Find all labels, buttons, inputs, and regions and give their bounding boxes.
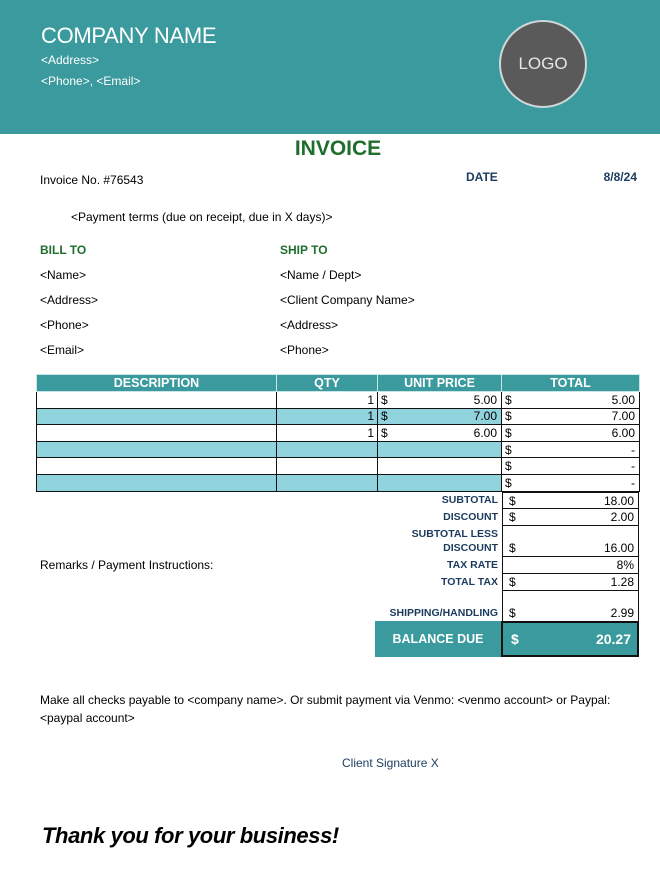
tax-rate-value: 8% bbox=[616, 558, 634, 572]
ship-to-phone: <Phone> bbox=[280, 343, 329, 357]
payment-terms: <Payment terms (due on receipt, due in X days)> bbox=[71, 210, 333, 224]
balance-due-label: BALANCE DUE bbox=[375, 621, 501, 657]
header-band bbox=[0, 0, 660, 134]
table-row bbox=[37, 441, 640, 458]
unit-price-value: 6.00 bbox=[473, 425, 497, 440]
table-row bbox=[37, 392, 640, 409]
total-cell bbox=[502, 425, 640, 442]
total-cell bbox=[502, 441, 640, 458]
currency-symbol: $ bbox=[505, 475, 512, 490]
invoice-title: INVOICE bbox=[294, 137, 382, 160]
unit-price-cell bbox=[378, 425, 502, 442]
currency-symbol: $ bbox=[505, 459, 512, 474]
subtotal-label: SUBTOTAL bbox=[441, 494, 498, 506]
total-tax-value: 1.28 bbox=[610, 575, 634, 589]
column-header-unit-price: UNIT PRICE bbox=[378, 375, 502, 392]
description-cell bbox=[37, 425, 277, 442]
balance-due-value: 20.27 bbox=[595, 631, 631, 647]
discount-box bbox=[502, 509, 639, 526]
unit-price-cell bbox=[378, 474, 502, 491]
column-header-qty: QTY bbox=[277, 375, 378, 392]
ship-to-heading: SHIP TO bbox=[280, 243, 328, 257]
shipping-box bbox=[502, 591, 639, 622]
bill-to-phone: <Phone> bbox=[40, 318, 89, 332]
subtotal-less-label-line2: DISCOUNT bbox=[443, 542, 498, 554]
bill-to-heading: BILL TO bbox=[40, 243, 87, 257]
currency-symbol: $ bbox=[511, 631, 519, 647]
discount-label: DISCOUNT bbox=[443, 511, 498, 523]
unit-price-cell bbox=[378, 392, 502, 409]
description-cell bbox=[37, 392, 277, 409]
subtotal-value: 18.00 bbox=[603, 494, 634, 508]
bill-to-address: <Address> bbox=[40, 293, 99, 307]
client-signature: Client Signature X bbox=[342, 756, 439, 770]
subtotal-less-label-line1: SUBTOTAL LESS bbox=[411, 528, 498, 540]
qty-cell bbox=[277, 474, 378, 491]
currency-symbol: $ bbox=[509, 575, 516, 589]
table-row bbox=[37, 458, 640, 475]
qty-cell bbox=[277, 458, 378, 475]
logo-placeholder: LOGO bbox=[499, 20, 587, 108]
qty-cell bbox=[277, 441, 378, 458]
total-tax-box bbox=[502, 574, 639, 591]
remarks-label: Remarks / Payment Instructions: bbox=[40, 558, 214, 572]
total-value: - bbox=[631, 459, 635, 474]
balance-due bbox=[375, 621, 639, 657]
currency-symbol: $ bbox=[505, 442, 512, 457]
balance-due-box bbox=[501, 621, 639, 657]
currency-symbol: $ bbox=[505, 409, 512, 424]
total-value: 6.00 bbox=[611, 425, 635, 440]
total-cell bbox=[502, 392, 640, 409]
bill-to-name: <Name> bbox=[40, 268, 87, 282]
invoice-number: Invoice No. #76543 bbox=[40, 173, 144, 187]
total-value: - bbox=[631, 475, 635, 490]
currency-symbol: $ bbox=[509, 510, 516, 524]
total-value: 5.00 bbox=[611, 392, 635, 407]
unit-price-cell bbox=[378, 441, 502, 458]
unit-price-value: 7.00 bbox=[473, 409, 497, 424]
shipping-value: 2.99 bbox=[610, 606, 634, 620]
unit-price-cell bbox=[378, 408, 502, 425]
currency-symbol: $ bbox=[381, 409, 388, 424]
description-cell bbox=[37, 408, 277, 425]
total-cell bbox=[502, 408, 640, 425]
subtotal-box bbox=[502, 492, 639, 509]
description-cell bbox=[37, 458, 277, 475]
date-value: 8/8/24 bbox=[603, 170, 637, 184]
currency-symbol: $ bbox=[505, 392, 512, 407]
currency-symbol: $ bbox=[509, 541, 516, 555]
subtotal-less-box bbox=[502, 526, 639, 557]
column-header-total: TOTAL bbox=[502, 375, 640, 392]
column-header-description: DESCRIPTION bbox=[37, 375, 277, 392]
company-name: COMPANY NAME bbox=[41, 23, 217, 48]
currency-symbol: $ bbox=[509, 606, 516, 620]
currency-symbol: $ bbox=[381, 425, 388, 440]
total-value: 7.00 bbox=[611, 409, 635, 424]
currency-symbol: $ bbox=[509, 494, 516, 508]
subtotal-less-value: 16.00 bbox=[603, 541, 634, 555]
ship-to-address: <Address> bbox=[280, 318, 339, 332]
unit-price-value: 5.00 bbox=[473, 392, 497, 407]
company-address: <Address> bbox=[41, 53, 100, 67]
qty-cell: 1 bbox=[277, 425, 378, 442]
table-row bbox=[37, 474, 640, 491]
total-cell bbox=[502, 474, 640, 491]
currency-symbol: $ bbox=[505, 425, 512, 440]
qty-cell: 1 bbox=[277, 408, 378, 425]
date-label: DATE bbox=[466, 170, 498, 184]
total-value: - bbox=[631, 442, 635, 457]
qty-cell: 1 bbox=[277, 392, 378, 409]
description-cell bbox=[37, 474, 277, 491]
total-tax-label: TOTAL TAX bbox=[441, 576, 498, 588]
company-contact: <Phone>, <Email> bbox=[41, 74, 141, 88]
tax-rate-box bbox=[502, 557, 639, 574]
description-cell bbox=[37, 441, 277, 458]
ship-to-name: <Name / Dept> bbox=[280, 268, 362, 282]
total-cell bbox=[502, 458, 640, 475]
table-row bbox=[37, 408, 640, 425]
bill-to-email: <Email> bbox=[40, 343, 85, 357]
shipping-label: SHIPPING/HANDLING bbox=[389, 607, 498, 619]
currency-symbol: $ bbox=[381, 392, 388, 407]
checks-payable-note: Make all checks payable to <company name>. Or submit payment via Venmo: <venmo account> or Paypal: <paypal account> bbox=[40, 693, 611, 725]
thank-you-message: Thank you for your business! bbox=[42, 823, 339, 848]
table-row bbox=[37, 425, 640, 442]
tax-rate-label: TAX RATE bbox=[447, 559, 498, 571]
discount-value: 2.00 bbox=[610, 510, 634, 524]
ship-to-company: <Client Company Name> bbox=[280, 293, 415, 307]
unit-price-cell bbox=[378, 458, 502, 475]
items-table bbox=[36, 374, 640, 492]
